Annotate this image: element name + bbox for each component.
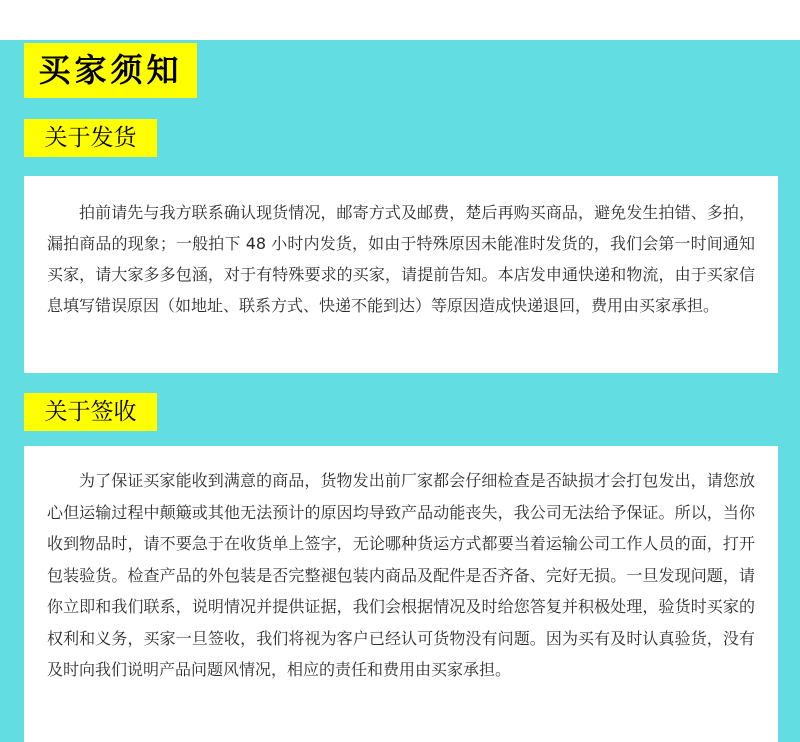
shipping-notice-text: 拍前请先与我方联系确认现货情况，邮寄方式及邮费，楚后再购买商品，避免发生拍错、多拍，漏拍商品的现象；一般拍下 48 小时内发货，如由于特殊原因未能准时发货的，我们会第一时间通知买家，请大家多多包涵，对于有特殊要求的买家，请提前告知。本店发申通快递和物流，由于买家信息填写错误原因（如地址、联系方式、快递不能到达）等原因造成快递退回，费用由买家承担。 xyxy=(47,203,755,315)
top-white-strip xyxy=(0,0,800,40)
section-label-receipt: 关于签收 xyxy=(24,393,157,431)
receipt-notice-panel xyxy=(24,446,778,742)
receipt-notice-text: 为了保证买家能收到满意的商品，货物发出前厂家都会仔细检查是否缺损才会打包发出，请您放心但运输过程中颠簸或其他无法预计的原因均导致产品动能丧失，我公司无法给予保证。所以，当你收到物品时，请不要急于在收货单上签字，无论哪种货运方式都要当着运输公司工作人员的面，打开包装验货。检查产品的外包装是否完整褪包装内商品及配件是否齐备、完好无损。一旦发现问题，请你立即和我们联系，说明情况并提供证据，我们会根据情况及时给您答复并积极处理，验货时买家的权利和义务，买家一旦签收，我们将视为客户已经认可货物没有问题。因为买有及时认真验货，没有及时向我们说明产品问题风情况，相应的责任和费用由买家承担。 xyxy=(47,471,755,679)
shipping-notice-panel xyxy=(24,176,778,373)
page-title: 买家须知 xyxy=(24,43,197,98)
section-label-shipping: 关于发货 xyxy=(24,119,157,157)
